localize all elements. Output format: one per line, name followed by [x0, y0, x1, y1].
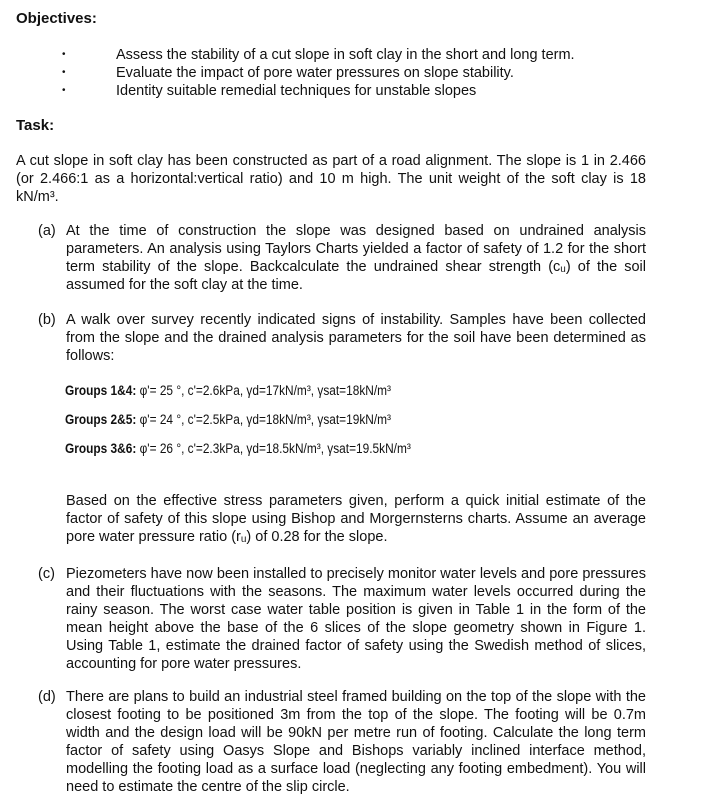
question-a: [38, 222, 646, 294]
list-item: [62, 82, 575, 100]
question-d: [38, 688, 646, 796]
objectives-list: [62, 46, 575, 100]
objectives-heading: Objectives:: [16, 10, 97, 27]
question-c: [38, 565, 646, 673]
question-b: [38, 311, 646, 365]
question-label: (b): [38, 312, 56, 328]
task-intro: A cut slope in soft clay has been constructed as part of a road alignment. The slope is 1 in 2.466 (or 2.466:1 as a horizontal:vertical ratio) and 10 m high. The unit weight of the soft clay is 18 kN/m³.: [16, 153, 646, 205]
question-label: (c): [38, 566, 55, 582]
bullet-icon: •: [62, 67, 66, 78]
bullet-icon: •: [62, 85, 66, 96]
list-item: [62, 64, 575, 82]
question-label: (a): [38, 223, 56, 239]
question-text: A walk over survey recently indicated signs of instability. Samples have been collected from the slope and the drained analysis parameters for the soil have been determined as follows:: [66, 312, 646, 364]
question-text: Piezometers have now been installed to precisely monitor water levels and pore pressures and their fluctuations with the seasons. The maximum water levels occurred during the rainy season. The worst case water table position is given in Table 1 in the form of the mean height above the base of the 6 slices of the slope geometry shown in Figure 1. Using Table 1, estimate the drained factor of safety using the Swedish method of slices, accounting for pore water pressures.: [66, 566, 646, 672]
bullet-icon: •: [62, 49, 66, 60]
task-heading: Task:: [16, 117, 55, 134]
question-text: There are plans to build an industrial steel framed building on the top of the slope with the closest footing to be positioned 3m from the top of the slope. The footing will be 0.7m width and the design load will be 90kN per metre run of footing. Calculate the long term factor of safety using Oasys Slope and Bishops variably inclined interface method, modelling the footing load as a surface load (neglecting any footing embedment). You will need to estimate the centre of the slip circle.: [66, 689, 646, 795]
objective-text: Identity suitable remedial techniques for unstable slopes: [116, 83, 477, 99]
group-name: Groups 3&6:: [65, 441, 137, 456]
list-item: [62, 46, 575, 64]
question-b-followup: Based on the effective stress parameters given, perform a quick initial estimate of the factor of safety of this slope using Bishop and Morgernsterns charts. Assume an average pore water pressure ratio (rᵤ) of 0.28 for the slope.: [66, 493, 646, 545]
parameter-row: [65, 412, 391, 427]
objective-text: Assess the stability of a cut slope in soft clay in the short and long term.: [116, 47, 575, 63]
question-text: At the time of construction the slope was designed based on undrained analysis parameters. An analysis using Taylors Charts yielded a factor of safety of 1.2 for the short term stability of the slope. Backcalculate the undrained shear strength (cᵤ) of the soil assumed for the soft clay at the time.: [66, 223, 646, 293]
group-name: Groups 1&4:: [65, 383, 137, 398]
parameter-row: [65, 383, 391, 398]
group-params: φ'= 26 °, c'=2.3kPa, γd=18.5kN/m³, γsat=19.5kN/m³: [139, 441, 411, 456]
objective-text: Evaluate the impact of pore water pressures on slope stability.: [116, 65, 514, 81]
group-params: φ'= 24 °, c'=2.5kPa, γd=18kN/m³, γsat=19kN/m³: [139, 412, 392, 427]
question-label: (d): [38, 689, 56, 705]
group-params: φ'= 25 °, c'=2.6kPa, γd=17kN/m³, γsat=18kN/m³: [139, 383, 392, 398]
parameter-row: [65, 441, 411, 456]
group-name: Groups 2&5:: [65, 412, 137, 427]
